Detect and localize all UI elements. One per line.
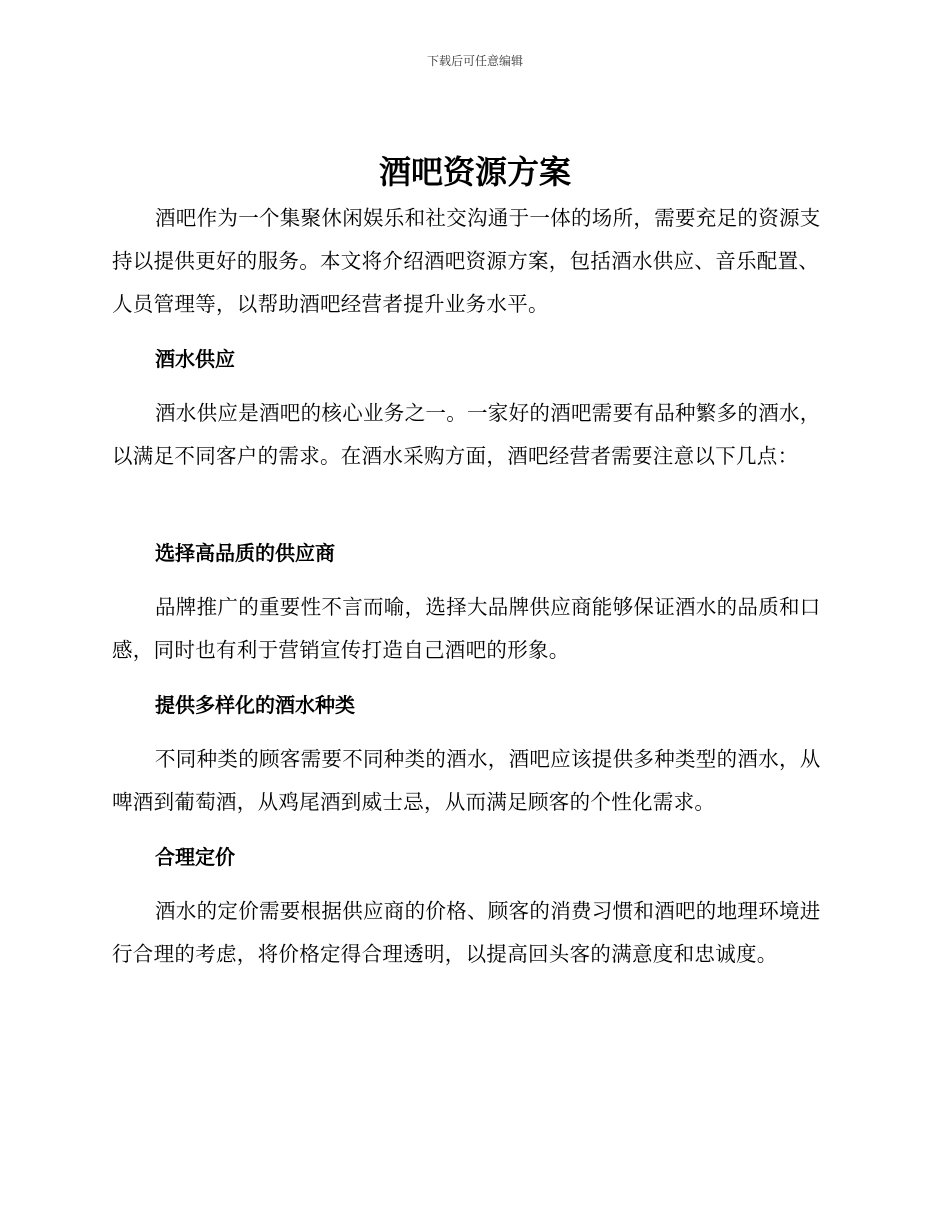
section-paragraph-quality-supplier: 品牌推广的重要性不言而喻，选择大品牌供应商能够保证酒水的品质和口感，同时也有利于营销宣传打造自己酒吧的形象。 (112, 595, 821, 662)
section-heading-diverse-drinks: 提供多样化的酒水种类 (155, 693, 355, 717)
section-heading-quality-supplier: 选择高品质的供应商 (155, 541, 335, 565)
section-heading-pricing: 合理定价 (155, 845, 235, 869)
header-note: 下载后可任意编辑 (426, 54, 523, 68)
section-paragraph-diverse-drinks: 不同种类的顾客需要不同种类的酒水，酒吧应该提供多种类型的酒水，从啤酒到葡萄酒，从鸡尾酒到威士忌，从而满足顾客的个性化需求。 (112, 747, 821, 814)
document-title: 酒吧资源方案 (378, 153, 571, 191)
section-heading-drink-supply: 酒水供应 (155, 347, 235, 371)
section-paragraph-pricing: 酒水的定价需要根据供应商的价格、顾客的消费习惯和酒吧的地理环境进行合理的考虑，将价格定得合理透明，以提高回头客的满意度和忠诚度。 (112, 899, 821, 966)
section-paragraph-drink-supply: 酒水供应是酒吧的核心业务之一。一家好的酒吧需要有品种繁多的酒水，以满足不同客户的需求。在酒水采购方面，酒吧经营者需要注意以下几点： (112, 401, 821, 468)
intro-paragraph: 酒吧作为一个集聚休闲娱乐和社交沟通于一体的场所，需要充足的资源支持以提供更好的服务。本文将介绍酒吧资源方案，包括酒水供应、音乐配置、人员管理等，以帮助酒吧经营者提升业务水平。 (112, 206, 821, 316)
